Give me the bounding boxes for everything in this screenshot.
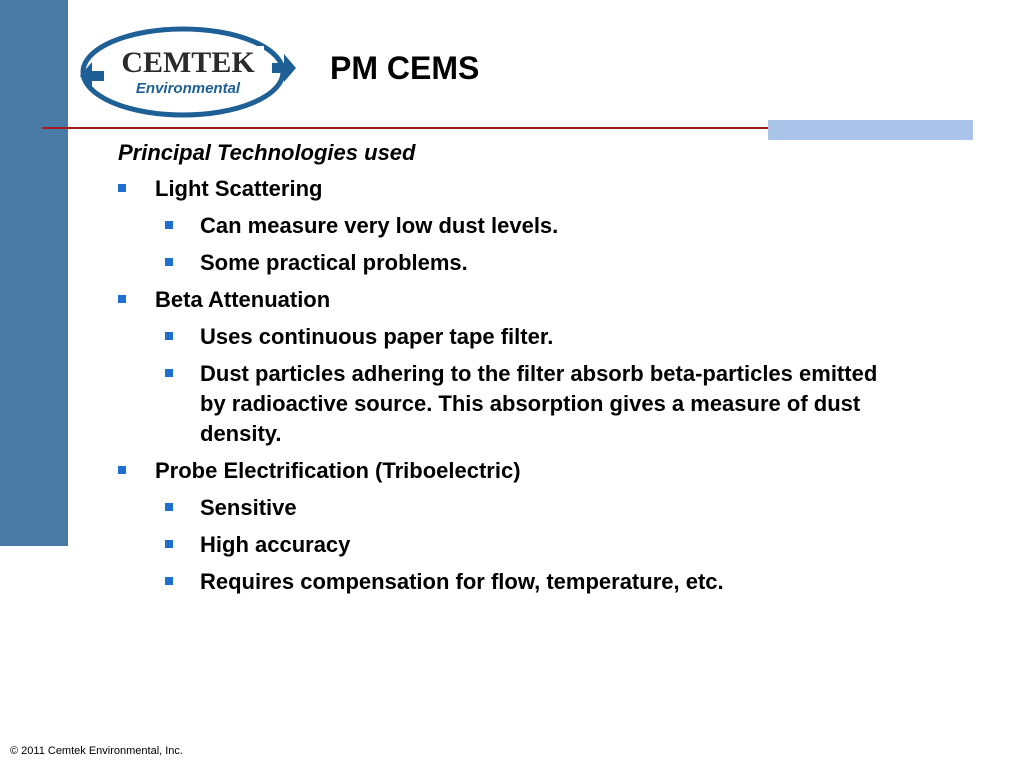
slide-content [118,138,918,604]
list-item-text: Can measure very low dust levels. [200,213,559,238]
cemtek-logo-graphic [78,24,298,120]
square-bullet-icon [165,577,173,585]
square-bullet-icon [165,221,173,229]
copyright-footer: © 2011 Cemtek Environmental, Inc. [10,745,183,757]
list-item-text: Dust particles adhering to the filter absorb beta-particles emitted by radioactive source. This absorption gives a measure of dust density. [200,361,878,446]
list-item-text: Some practical problems. [200,250,468,275]
list-item-text: Light Scattering [155,176,323,201]
page-title: PM CEMS [330,50,480,86]
list-item-text: Sensitive [200,495,297,520]
square-bullet-icon [165,258,173,266]
square-bullet-icon [118,466,126,474]
square-bullet-icon [118,295,126,303]
list-item [118,530,900,560]
list-item-text: High accuracy [200,532,351,557]
list-item-text: Beta Attenuation [155,287,331,312]
cemtek-logo [78,24,298,120]
logo-sub-text: Environmental [135,80,241,97]
list-item [118,567,900,597]
square-bullet-icon [118,184,126,192]
list-item [118,248,900,278]
square-bullet-icon [165,369,173,377]
square-bullet-icon [165,503,173,511]
logo-main-text: CEMTEK [121,46,255,79]
square-bullet-icon [165,332,173,340]
list-item [118,285,918,315]
list-item [118,456,918,486]
list-item-text: Requires compensation for flow, temperature, etc. [200,569,724,594]
accent-bar [768,120,973,140]
list-item [118,322,900,352]
square-bullet-icon [165,540,173,548]
list-item-text: Uses continuous paper tape filter. [200,324,554,349]
list-item-text: Probe Electrification (Triboelectric) [155,458,521,483]
left-side-bar [0,0,68,546]
content-subtitle: Principal Technologies used [118,140,416,165]
list-item [118,174,918,204]
list-item [118,493,900,523]
list-item [118,211,900,241]
list-item [118,359,900,449]
